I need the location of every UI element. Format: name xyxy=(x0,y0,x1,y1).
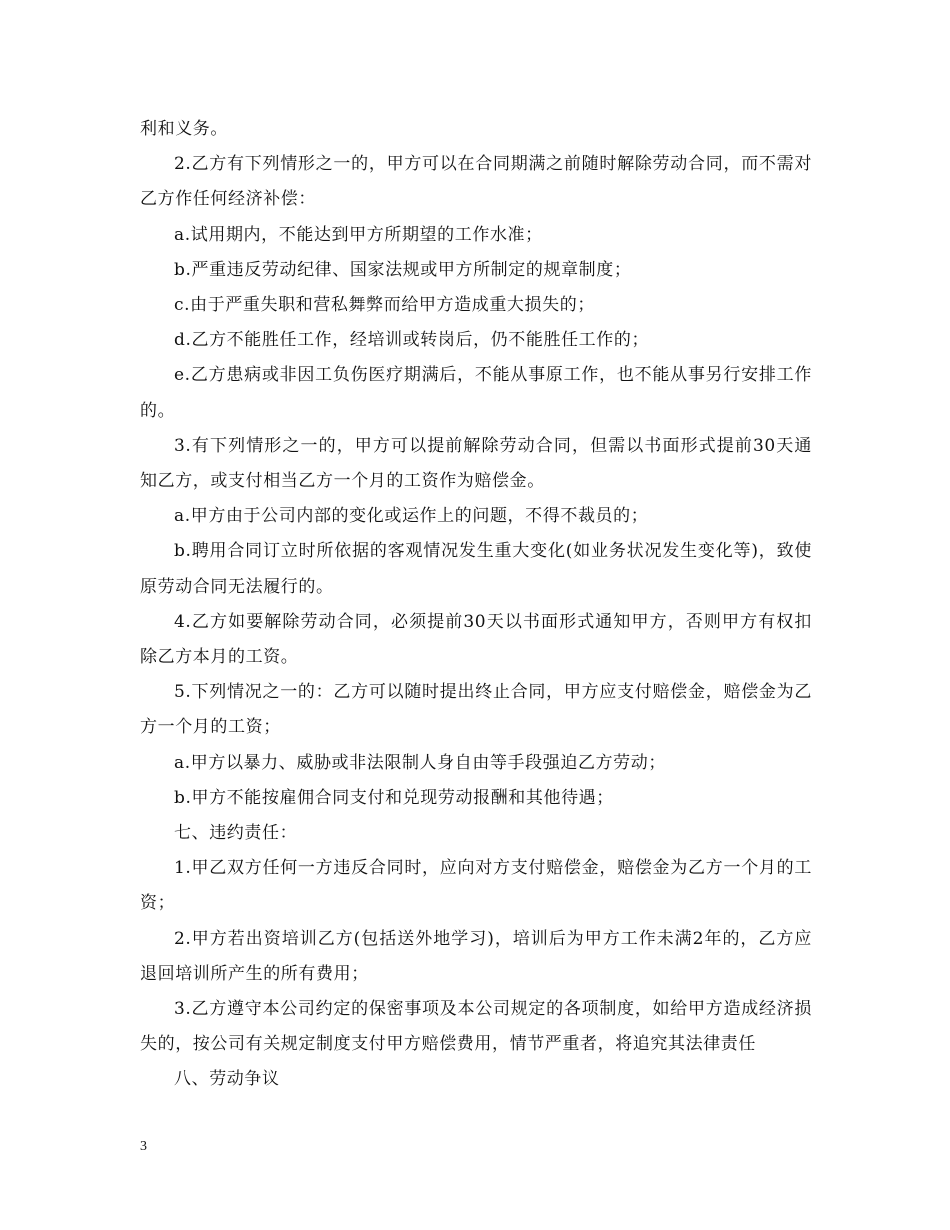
document-body xyxy=(140,112,812,1098)
paragraph-10: 4.乙方如要解除劳动合同，必须提前30天以书面形式通知甲方，否则甲方有权扣除乙方本月的工资。 xyxy=(140,611,812,668)
paragraph-5: d.乙方不能胜任工作，经培训或转岗后，仍不能胜任工作的； xyxy=(174,330,650,351)
paragraph-8: a.甲方由于公司内部的变化或运作上的问题，不得不裁员的； xyxy=(174,506,649,527)
paragraph-0: 利和义务。 xyxy=(140,119,228,139)
paragraph-13: b.甲方不能按雇佣合同支付和兑现劳动报酬和其他待遇； xyxy=(174,787,614,808)
paragraph-4: c.由于严重失职和营私舞弊而给甲方造成重大损失的； xyxy=(174,295,595,316)
page-number: 3 xyxy=(140,1139,147,1154)
paragraph-7: 3.有下列情形之一的，甲方可以提前解除劳动合同，但需以书面形式提前30天通知乙方，或支付相当乙方一个月的工资作为赔偿金。 xyxy=(140,435,812,492)
paragraph-9: b.聘用合同订立时所依据的客观情况发生重大变化(如业务状况发生变化等)，致使原劳动合同无法履行的。 xyxy=(140,541,812,597)
paragraph-17: 3.乙方遵守本公司约定的保密事项及本公司规定的各项制度，如给甲方造成经济损失的，按公司有关规定制度支付甲方赔偿费用，情节严重者，将追究其法律责任 xyxy=(140,999,812,1055)
section-heading-breach: 七、违约责任： xyxy=(174,823,298,844)
paragraph-6: e.乙方患病或非因工负伤医疗期满后，不能从事原工作，也不能从事另行安排工作的。 xyxy=(140,365,812,421)
paragraph-12: a.甲方以暴力、威胁或非法限制人身自由等手段强迫乙方劳动； xyxy=(174,752,666,773)
section-heading-dispute: 八、劳动争议 xyxy=(174,1069,280,1090)
paragraph-3: b.严重违反劳动纪律、国家法规或甲方所制定的规章制度； xyxy=(174,259,632,280)
paragraph-1: 2.乙方有下列情形之一的，甲方可以在合同期满之前随时解除劳动合同，而不需对乙方作任何经济补偿： xyxy=(140,154,812,210)
paragraph-11: 5.下列情况之一的：乙方可以随时提出终止合同，甲方应支付赔偿金，赔偿金为乙方一个月的工资； xyxy=(140,682,812,738)
paragraph-16: 2.甲方若出资培训乙方(包括送外地学习)，培训后为甲方工作未满2年的，乙方应退回培训所产生的所有费用； xyxy=(140,928,812,984)
paragraph-15: 1.甲乙双方任何一方违反合同时，应向对方支付赔偿金，赔偿金为乙方一个月的工资； xyxy=(140,858,812,914)
paragraph-2: a.试用期内，不能达到甲方所期望的工作水准； xyxy=(174,224,543,245)
